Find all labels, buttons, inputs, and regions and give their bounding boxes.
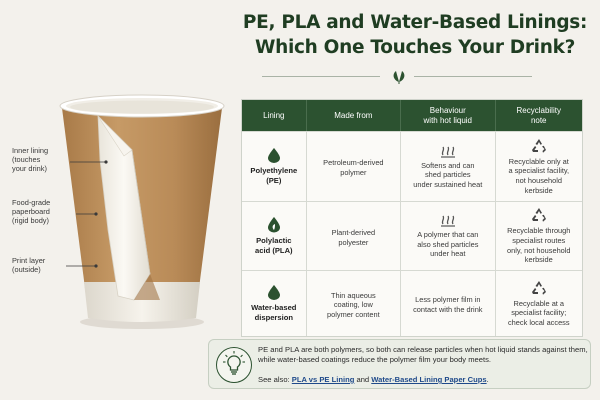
label-paperboard: Food-grade paperboard (rigid body) [12, 198, 51, 225]
header-lining: Lining [242, 100, 307, 131]
lining-cell [242, 202, 307, 270]
recyclability-text: Recyclable only at a specialist facility, not household kerbside [508, 156, 570, 195]
see-also-prefix: See also: [258, 375, 292, 384]
lining-name: Polylactic acid (PLA) [255, 235, 293, 255]
made-from-cell [307, 132, 401, 201]
lining-name: Polyethylene (PE) [250, 165, 298, 185]
lightbulb-icon [217, 348, 251, 382]
table-row-pla [242, 201, 582, 270]
recyclability-text: Recyclable at a specialist facility; check local access [507, 298, 570, 327]
recyclability-cell [496, 132, 582, 201]
table-header [242, 100, 582, 131]
lining-cell [242, 271, 307, 336]
recycle-icon [530, 280, 548, 296]
behaviour-cell [401, 132, 495, 201]
title-line-1: PE, PLA and Water-Based Linings: [242, 12, 588, 33]
leaf-icon [389, 68, 409, 84]
title-divider-right [414, 76, 532, 77]
header-recyclability: Recyclability note [516, 105, 561, 125]
label-print-layer: Print layer (outside) [12, 256, 46, 274]
made-from-cell [307, 271, 401, 336]
behaviour-text: Softens and can shed particles under sustained heat [413, 160, 483, 189]
recyclability-cell [496, 271, 582, 336]
steam-icon [440, 213, 456, 227]
header-behaviour: Behaviour with hot liquid [401, 100, 495, 131]
lining-comparison-table [241, 99, 583, 337]
lining-cell [242, 132, 307, 201]
made-from-text: Thin aqueous coating, low polymer content [327, 290, 380, 319]
oil-drop-icon [268, 148, 280, 163]
label-inner-lining: Inner lining (touches your drink) [12, 146, 49, 173]
link-water-based-cups[interactable]: Water-Based Lining Paper Cups [371, 375, 487, 384]
lining-name: Water-based dispersion [251, 302, 297, 322]
header-made-from: Made from [307, 100, 401, 131]
recycle-icon [530, 138, 548, 154]
behaviour-text: A polymer that can also shed particles under heat [417, 230, 479, 259]
behaviour-cell [401, 271, 495, 336]
behaviour-cell [401, 202, 495, 270]
recyclability-text: Recyclable through specialist routes only, not household kerbside [506, 226, 571, 265]
recyclability-cell [496, 202, 582, 270]
made-from-text: Plant-derived polyester [331, 227, 376, 247]
info-note [208, 339, 591, 389]
see-also-and: and [354, 375, 372, 384]
water-drop-icon [268, 285, 280, 300]
behaviour-text: Less polymer film in contact with the drink [413, 295, 483, 314]
lightbulb-icon-badge [216, 347, 252, 383]
made-from-text: Petroleum-derived polymer [323, 158, 384, 177]
see-also [258, 375, 588, 385]
leaf-drop-icon [267, 217, 281, 233]
table-row-water-based [242, 270, 582, 336]
see-also-suffix: . [486, 375, 489, 384]
title-divider-left [262, 76, 380, 77]
link-pla-vs-pe[interactable]: PLA vs PE Lining [291, 375, 355, 384]
title-line-2: Which One Touches Your Drink? [254, 37, 576, 58]
table-row-pe [242, 131, 582, 201]
note-text: PE and PLA are both polymers, so both can release particles when hot liquid stands against them, while water-based coatings reduce the polymer film your body meets. [258, 345, 588, 365]
steam-icon [440, 144, 456, 158]
recycle-icon [530, 207, 548, 223]
made-from-cell [307, 202, 401, 270]
page-title [234, 10, 596, 60]
